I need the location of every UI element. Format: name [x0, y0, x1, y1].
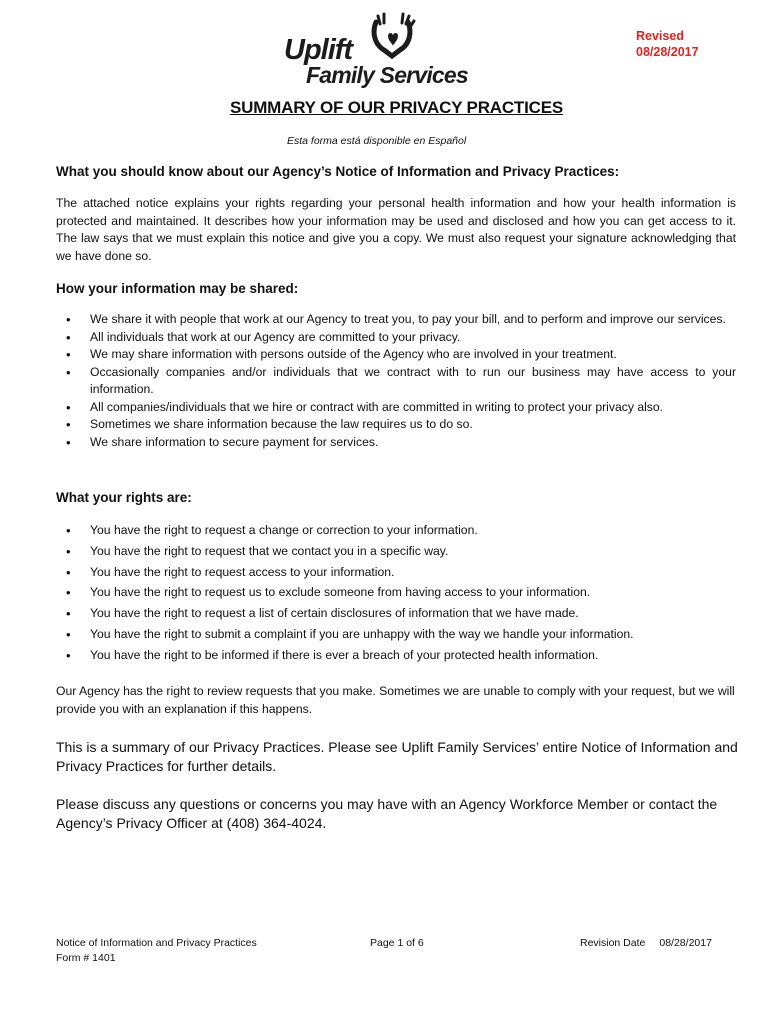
footer-document-info	[56, 936, 257, 966]
footer-form-number: Form # 1401	[56, 952, 116, 964]
notice-paragraph: The attached notice explains your rights regarding your personal health information and how your health information is protected and maintained. It describes how your information may be used and disclosed and how you can get access to it. The law says that we must explain this notice and give you a copy. We must also request your signature acknowledging that we have done so.	[56, 196, 736, 263]
footer-revision-label: Revision Date	[580, 937, 646, 949]
revised-date: 08/28/2017	[636, 45, 699, 59]
list-item: • You have the right to submit a complaint if you are unhappy with the way we handle your information.	[56, 626, 736, 643]
review-note-paragraph: Our Agency has the right to review requests that you make. Sometimes we are unable to comply with your request, but we will provide you with an explanation if this happens.	[56, 684, 735, 716]
list-item: • Sometimes we share information because the law requires us to do so.	[56, 416, 736, 434]
footer-revision-date: 08/28/2017	[659, 937, 712, 949]
list-item: • All individuals that work at our Agency are committed to your privacy.	[56, 329, 736, 347]
list-item: • You have the right to request a change or correction to your information.	[56, 522, 736, 539]
list-item: • All companies/individuals that we hire or contract with are committed in writing to protect your privacy also.	[56, 399, 736, 417]
list-item: • Occasionally companies and/or individuals that we contract with to run our business may have access to your information.	[56, 364, 736, 399]
document-title: SUMMARY OF OUR PRIVACY PRACTICES	[229, 98, 563, 117]
revised-label: Revised	[636, 29, 684, 43]
list-item: • We may share information with persons outside of the Agency who are involved in your treatment.	[56, 346, 736, 364]
list-item: • We share it with people that work at our Agency to treat you, to pay your bill, and to perform and improve our services.	[56, 311, 736, 329]
list-item: • You have the right to request a list of certain disclosures of information that we have made.	[56, 605, 736, 622]
list-item: • You have the right to request that we contact you in a specific way.	[56, 543, 736, 560]
list-item: • You have the right to be informed if there is ever a breach of your protected health information.	[56, 647, 736, 664]
section-heading-sharing: How your information may be shared:	[56, 281, 299, 296]
rights-list	[56, 522, 736, 668]
section-heading-notice: What you should know about our Agency’s Notice of Information and Privacy Practices:	[56, 164, 620, 179]
logo-subtitle-text: Family Services	[306, 62, 468, 88]
summary-paragraph: This is a summary of our Privacy Practices. Please see Uplift Family Services’ entire Notice of Information and Privacy Practices for further details.	[56, 739, 738, 774]
sharing-list	[56, 311, 736, 451]
footer-page-number: Page 1 of 6	[370, 937, 424, 949]
list-item: • You have the right to request us to exclude someone from having access to your information.	[56, 584, 736, 601]
uplift-logo	[282, 14, 472, 90]
footer-revision	[580, 936, 712, 951]
footer-doc-name: Notice of Information and Privacy Practices	[56, 937, 257, 949]
spanish-availability-note: Esta forma está disponible en Español	[287, 135, 467, 147]
logo-brand-text: Uplift	[284, 34, 353, 66]
section-heading-rights: What your rights are:	[56, 490, 192, 505]
list-item: • We share information to secure payment for services.	[56, 434, 736, 452]
revision-stamp	[636, 28, 699, 60]
contact-paragraph: Please discuss any questions or concerns you may have with an Agency Workforce Member or contact the Agency’s Privacy Officer at (408) 364-4024.	[56, 796, 718, 831]
list-item: • You have the right to request access to your information.	[56, 564, 736, 581]
